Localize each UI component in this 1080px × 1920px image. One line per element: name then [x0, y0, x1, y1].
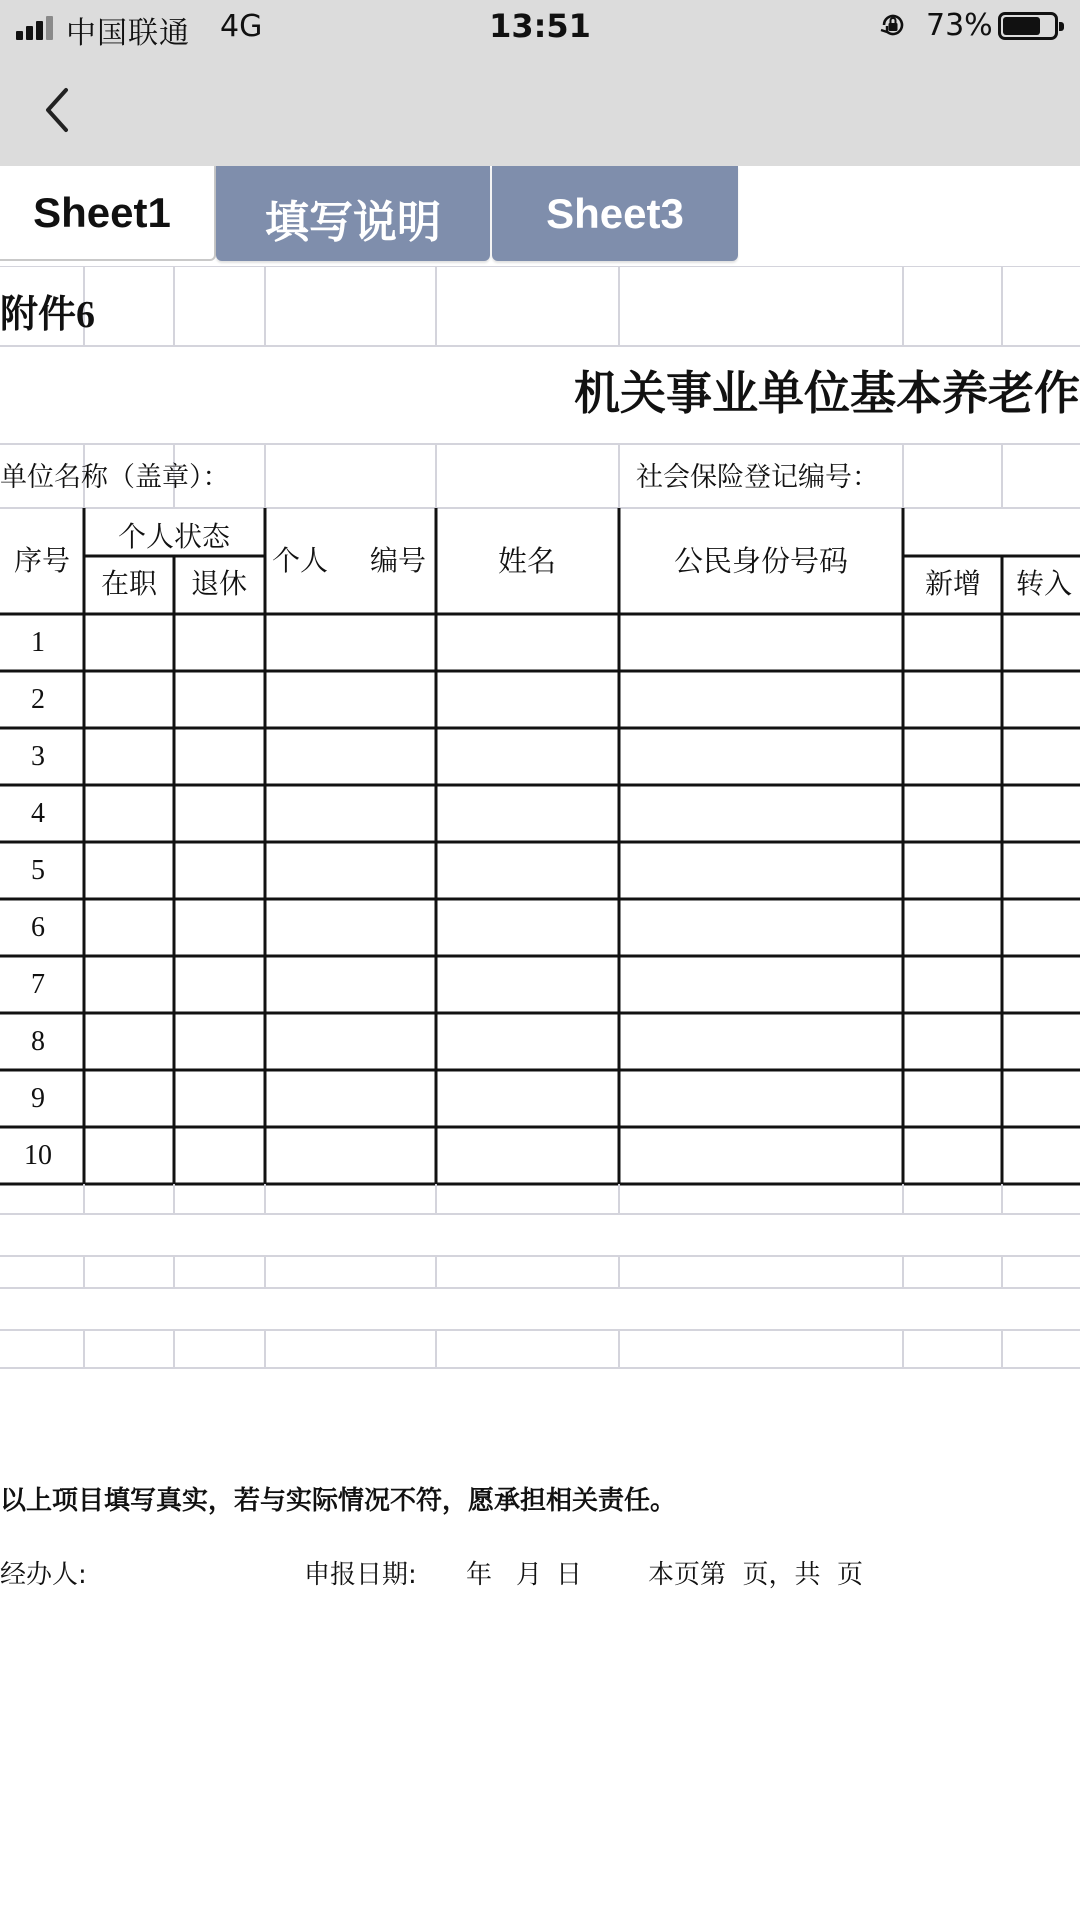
date-year: 年: [466, 1560, 493, 1590]
page-info: 本页第 页，共 页: [648, 1560, 864, 1590]
ss-registration-label: 社会保险登记编号：: [636, 462, 879, 493]
network-type: 4G: [220, 9, 263, 44]
sheet-grid: [0, 266, 1080, 1920]
report-date-label: 申报日期:: [304, 1560, 417, 1590]
header-transfer-in: 转入: [1015, 567, 1072, 600]
attachment-label: 附件6: [0, 294, 96, 336]
row-number: 2: [31, 684, 45, 715]
header-in-service: 在职: [100, 567, 157, 600]
carrier-name: 中国联通: [66, 16, 190, 51]
header-number: 编号: [370, 544, 427, 577]
header-retired: 退休: [190, 567, 247, 600]
clock: 13:51: [489, 7, 591, 45]
declaration-text: 以上项目填写真实，若与实际情况不符，愿承担相关责任。: [0, 1486, 677, 1516]
chevron-left-icon[interactable]: [30, 80, 90, 140]
row-number: 5: [31, 855, 45, 886]
header-new-add: 新增: [924, 567, 981, 600]
header-seq: 序号: [13, 544, 70, 577]
header-personal-status: 个人状态: [117, 520, 230, 553]
tab-sheet1[interactable]: Sheet1: [0, 166, 216, 261]
date-month: 月: [516, 1560, 543, 1590]
row-number: 6: [31, 912, 45, 943]
header-id-number: 公民身份号码: [673, 544, 848, 578]
header-name: 姓名: [497, 544, 556, 578]
sheet-tab-bar: [0, 166, 1080, 266]
date-day: 日: [556, 1560, 583, 1590]
tab-fill-instructions[interactable]: 填写说明: [216, 166, 490, 261]
spreadsheet[interactable]: [0, 266, 1080, 1920]
orientation-lock-icon: [878, 10, 908, 40]
row-number: 7: [31, 969, 45, 1000]
row-number: 1: [31, 627, 45, 658]
unit-name-label: 单位名称（盖章）：: [0, 462, 230, 493]
row-number: 8: [31, 1026, 45, 1057]
row-number: 9: [31, 1083, 45, 1114]
navigation-bar: [0, 54, 1080, 166]
battery-percent: 73%: [926, 8, 993, 43]
row-number: 3: [31, 741, 45, 772]
handler-label: 经办人:: [0, 1560, 87, 1590]
row-number: 10: [24, 1140, 52, 1171]
battery-icon: [998, 12, 1058, 40]
page-title: 机关事业单位基本养老作: [574, 366, 1080, 420]
status-bar: [0, 0, 1080, 54]
header-personal: 个人: [272, 544, 329, 577]
row-number: 4: [31, 798, 45, 829]
tab-sheet3[interactable]: Sheet3: [492, 166, 738, 261]
